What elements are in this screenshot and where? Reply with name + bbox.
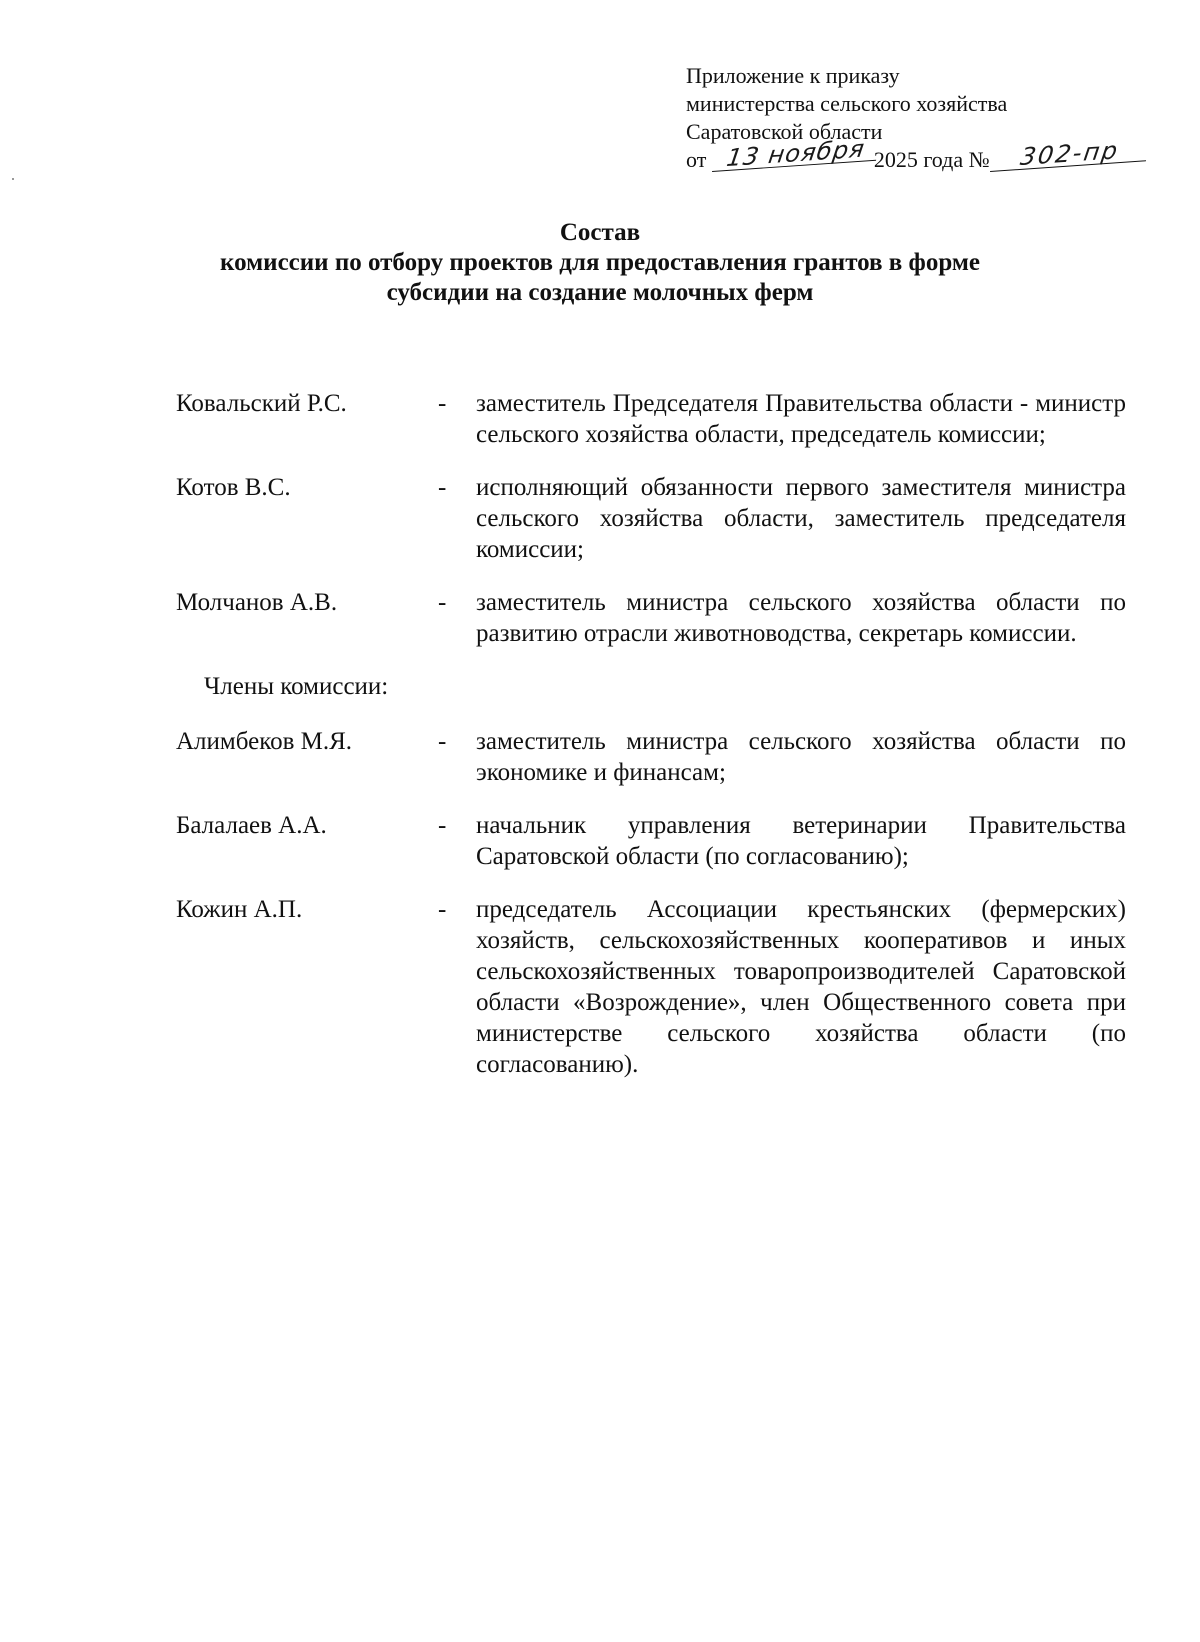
title-heading: Состав xyxy=(559,219,641,246)
dash: - xyxy=(438,896,447,923)
member-name: Кожин А.П. xyxy=(176,896,303,923)
list-item xyxy=(176,388,1126,450)
member-role: председатель Ассоциации крестьянских (фермерских) хозяйств, сельскохозяйственных кооперативов и иных сельскохозяйственных товаропроизводителей Саратовской области «Возрождение», член Общественного совета при министерстве сельского хозяйства области (по согласованию). xyxy=(476,896,1126,1078)
member-name: Балалаев А.А. xyxy=(176,812,327,839)
handwritten-order-number: 302-пр xyxy=(990,136,1149,172)
list-item xyxy=(176,726,1126,788)
title-line-2: комиссии по отбору проектов для предоставления грантов в форме xyxy=(220,249,980,276)
member-role: заместитель Председателя Правительства области - министр сельского хозяйства области, председатель комиссии; xyxy=(476,390,1126,448)
handwritten-date: 13 ноября xyxy=(712,136,880,172)
appendix-line-3: Саратовской области xyxy=(686,119,883,144)
member-name: Алимбеков М.Я. xyxy=(176,728,353,755)
list-item xyxy=(176,894,1126,1080)
member-name: Ковальский Р.С. xyxy=(176,390,347,417)
list-item xyxy=(176,810,1126,872)
scan-mark xyxy=(12,178,14,180)
appendix-date-line xyxy=(686,134,1166,174)
from-prefix: от xyxy=(686,147,707,172)
appendix-line-2: министерства сельского хозяйства xyxy=(686,91,1008,116)
list-item xyxy=(176,587,1126,649)
dash: - xyxy=(438,812,447,839)
year-text: 2025 года № xyxy=(873,147,990,172)
document-title xyxy=(100,218,1100,308)
commission-list xyxy=(176,388,1126,1102)
appendix-header xyxy=(686,62,1166,174)
members-section-label: Члены комиссии: xyxy=(204,673,389,700)
list-item xyxy=(176,472,1126,565)
appendix-line-1: Приложение к приказу xyxy=(686,63,900,88)
dash: - xyxy=(438,728,447,755)
member-role: заместитель министра сельского хозяйства области по развитию отрасли животноводства, секретарь комиссии. xyxy=(476,589,1126,647)
title-line-3: субсидии на создание молочных ферм xyxy=(386,279,814,306)
member-role: исполняющий обязанности первого заместителя министра сельского хозяйства области, заместитель председателя комиссии; xyxy=(476,474,1126,563)
dash: - xyxy=(438,474,447,501)
member-name: Молчанов А.В. xyxy=(176,589,338,616)
member-role: начальник управления ветеринарии Правительства Саратовской области (по согласованию); xyxy=(476,812,1126,870)
dash: - xyxy=(438,390,447,417)
dash: - xyxy=(438,589,447,616)
member-role: заместитель министра сельского хозяйства области по экономике и финансам; xyxy=(476,728,1126,786)
member-name: Котов В.С. xyxy=(176,474,291,501)
